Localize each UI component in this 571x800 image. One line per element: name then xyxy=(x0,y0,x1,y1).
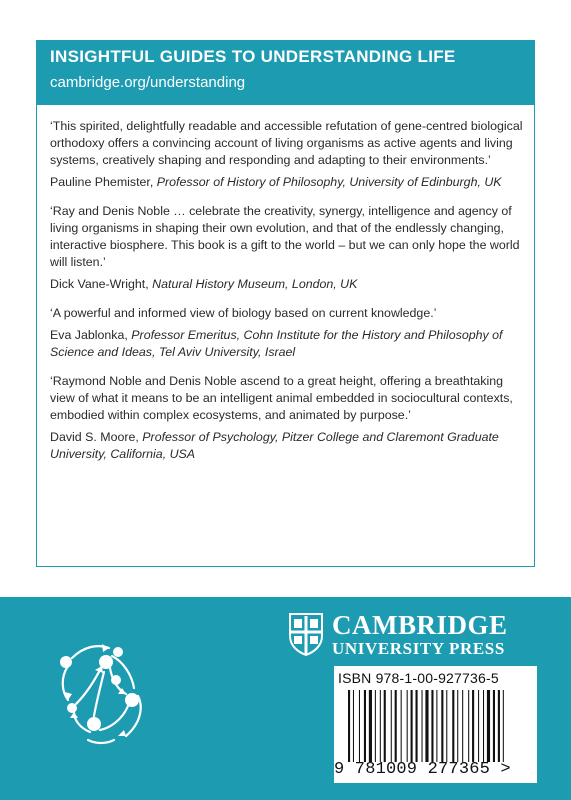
barcode-bar xyxy=(503,690,504,762)
barcode-bar xyxy=(452,690,454,762)
isbn-label: ISBN 978-1-00-927736-5 xyxy=(338,670,499,686)
barcode-bar xyxy=(369,690,372,762)
series-header xyxy=(36,40,535,105)
endorsement-quote: ‘Ray and Denis Noble … celebrate the creativity, synergy, intelligence and agency of living organisms in shaping their own evolution, and that of the endlessly changing, interactive biosphere. This book is a gift to the world – but we can only hope the world will listen.’ xyxy=(50,204,520,269)
network-logo-icon xyxy=(54,632,150,748)
barcode-bar xyxy=(348,690,350,762)
barcode-bar xyxy=(436,690,437,762)
endorsement xyxy=(50,305,525,361)
barcode-bar xyxy=(446,690,447,762)
barcode-bar xyxy=(457,690,458,762)
barcode-bar xyxy=(411,690,413,762)
barcode-bar xyxy=(422,690,423,762)
endorser-name: David S. Moore, xyxy=(50,430,139,444)
barcode-bar xyxy=(416,690,418,762)
endorsement xyxy=(50,118,525,191)
barcode-bar xyxy=(359,690,360,762)
endorsement xyxy=(50,373,525,463)
publisher-subtitle: UNIVERSITY PRESS xyxy=(332,639,505,658)
barcode-bar xyxy=(462,690,463,762)
barcode-bars xyxy=(348,690,528,762)
endorsement-quote: ‘A powerful and informed view of biology based on current knowledge.’ xyxy=(50,306,437,320)
endorser-affiliation: Natural History Museum, London, UK xyxy=(152,277,358,291)
endorsements-box xyxy=(36,105,535,567)
barcode-bar xyxy=(498,690,500,762)
barcode-bar xyxy=(441,690,443,762)
endorsement-quote: ‘Raymond Noble and Denis Noble ascend to a great height, offering a breathtaking view of what it means to be an intelligent animal embedded in sociocultural contexts, embodied within complex ecosystems, and animated by purpose.’ xyxy=(50,374,513,422)
series-title: INSIGHTFUL GUIDES TO UNDERSTANDING LIFE xyxy=(50,47,456,66)
endorser-name: Dick Vane-Wright, xyxy=(50,277,149,291)
barcode-bar xyxy=(431,690,433,762)
series-url: cambridge.org/understanding xyxy=(50,74,246,91)
barcode xyxy=(334,666,537,783)
endorser-name: Pauline Phemister, xyxy=(50,175,154,189)
endorsement-attribution xyxy=(50,327,525,361)
endorsements-list xyxy=(50,118,525,475)
barcode-digits: 9 781009 277365 > xyxy=(334,760,511,779)
barcode-bar xyxy=(380,690,381,762)
barcode-bar xyxy=(472,690,474,762)
endorsement xyxy=(50,203,525,293)
endorser-affiliation: Professor of Psychology, Pitzer College and Claremont Graduate University, California, USA xyxy=(50,430,499,461)
barcode-bar xyxy=(487,690,490,762)
barcode-bar xyxy=(401,690,402,762)
barcode-bar xyxy=(468,690,469,762)
barcode-bar xyxy=(483,690,484,762)
endorser-name: Eva Jablonka, xyxy=(50,328,128,342)
barcode-bar xyxy=(425,690,428,762)
barcode-bar xyxy=(478,690,479,762)
endorsement-attribution xyxy=(50,276,525,293)
barcode-bar xyxy=(364,690,366,762)
endorser-affiliation: Professor Emeritus, Cohn Institute for the History and Philosophy of Science and Ideas, Tel Aviv University, Israel xyxy=(50,328,503,359)
barcode-bar xyxy=(391,690,392,762)
barcode-bar xyxy=(375,690,376,762)
publisher-name: CAMBRIDGE xyxy=(332,610,508,640)
barcode-bar xyxy=(407,690,408,762)
barcode-bar xyxy=(353,690,354,762)
barcode-bar xyxy=(384,690,386,762)
cambridge-crest-icon xyxy=(288,612,324,656)
endorsement-attribution xyxy=(50,174,525,191)
barcode-bar xyxy=(395,690,397,762)
endorser-affiliation: Professor of History of Philosophy, University of Edinburgh, UK xyxy=(156,175,502,189)
barcode-bar xyxy=(493,690,495,762)
endorsement-attribution xyxy=(50,429,525,463)
endorsement-quote: ‘This spirited, delightfully readable and accessible refutation of gene-centred biological orthodoxy offers a convincing account of living organisms as active agents and living systems, creatively shaping and responding and adapting to their environments.’ xyxy=(50,119,523,167)
